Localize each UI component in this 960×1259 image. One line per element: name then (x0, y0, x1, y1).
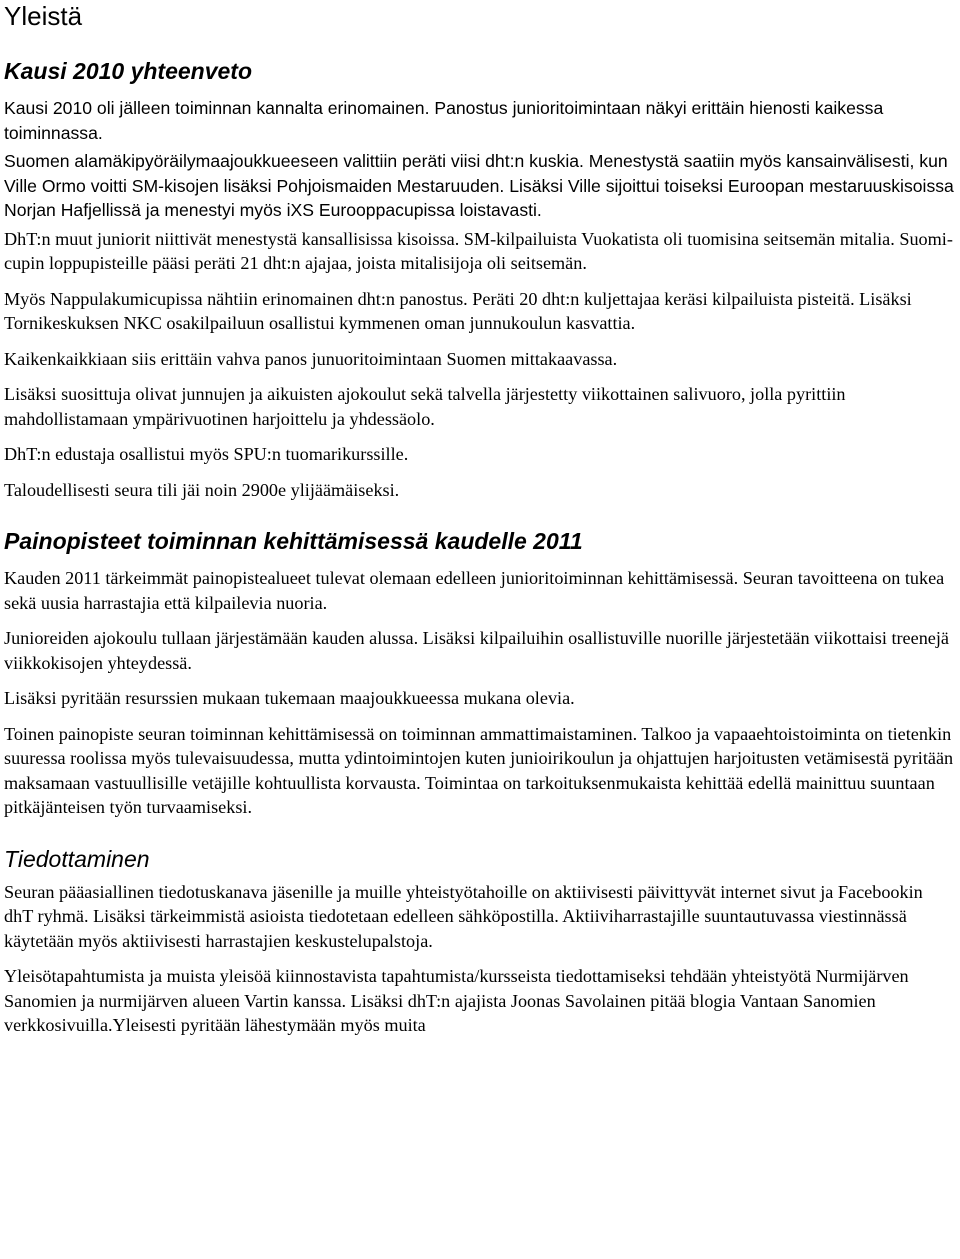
paragraph (4, 149, 956, 223)
paragraph: Lisäksi pyritään resurssien mukaan tukemaan maajoukkueessa mukana olevia. (4, 688, 575, 708)
paragraph: Yleisötapahtumista ja muista yleisöä kiinnostavista tapahtumista/kursseista tiedottamiseksi tehdään yhteistyötä Nurmijärven Sanomien ja nurmijärven alueen Vartin kanssa. Lisäksi dhT:n ajajista Joonas Savolainen pitää blogia Vantaan Sanomien verkkosivuilla.Yleisesti pyritään lähestymään myös muita (4, 966, 909, 1035)
paragraph: Taloudellisesti seura tili jäi noin 2900e ylijäämäiseksi. (4, 479, 400, 500)
paragraph: DhT:n muut juniorit niittivät menestystä kansallisissa kisoissa. SM-kilpailuista Vuokatista oli tuomisina seitsemän mitalia. Suomi-cupin loppupisteille pääsi peräti 21 dht:n ajajaa, joista mitalisijoja oli seitsemän. (4, 228, 953, 273)
paragraph: Kauden 2011 tärkeimmät painopistealueet tulevat olemaan edelleen junioritoiminnan kehittämisessä. Seuran tavoitteena on tukea sekä uusia harrastajia että kilpailevia nuoria. (4, 568, 945, 613)
paragraph: Kausi 2010 oli jälleen toiminnan kannalta erinomainen. Panostus junioritoimintaan näkyi erittäin hienosti kaikessa toiminnassa. (4, 98, 884, 143)
paragraph: Toinen painopiste seuran toiminnan kehittämisessä on toiminnan ammattimaistaminen. Talkoo ja vapaaehtoistoiminta on tietenkin suuressa roolissa myös tulevaisuudessa, mutta ydintoimintojen kuten junioirikoulun ja ohjattujen harjoitusten vetämisestä pyritään maksamaan vastuullisille vetäjille kohtuullista korvausta. Toimintaa on tarkoituksenmukaista kehittää edellä mainittuu suuntaan pitkäjänteisen työn turvaamiseksi. (4, 723, 954, 817)
paragraph: Lisäksi suosittuja olivat junnujen ja aikuisten ajokoulut sekä talvella järjestetty viikottainen salivuoro, jolla pyrittiin mahdollistamaan ympärivuotinen harjoittelu ja yhdessäolo. (4, 384, 846, 429)
paragraph-part: Suomen alamäkipyöräilymaajoukkueeseen valittiin peräti viisi dht:n kuskia. Menestystä saatiin myös kansainvälisesti, kun Ville Ormo voitti SM-kisojen lisäksi Pohjoismaiden Mestaruuden. (4, 151, 948, 196)
paragraph-part: Lisäksi Ville sijoittui toiseksi Euroopan mestaruuskisoissa Norjan Hafjellissä ja menestyi myös iXS Eurooppacupissa loistavasti. (4, 175, 954, 220)
page-title: Yleistä (4, 1, 83, 31)
section-heading-priorities-2011: Painopisteet toiminnan kehittämisessä kaudelle 2011 (4, 528, 583, 554)
paragraph: DhT:n edustaja osallistui myös SPU:n tuomarikurssille. (4, 444, 409, 464)
paragraph: Junioreiden ajokoulu tullaan järjestämään kauden alussa. Lisäksi kilpailuihin osallistuville nuorille järjestetään viikottaisi treenejä viikkokisojen yhteydessä. (4, 628, 949, 673)
paragraph: Seuran pääasiallinen tiedotuskanava jäsenille ja muille yhteistyötahoille on aktiivisesti päivittyvät internet sivut ja Facebookin dhT ryhmä. Lisäksi tärkeimmistä asioista tiedotetaan edelleen sähköpostilla. Aktiiviharrastajille suuntautuvassa viestinnässä käytetään myös aktiivisesti harrastajien keskustelupalstoja. (4, 881, 923, 951)
paragraph: Kaikenkaikkiaan siis erittäin vahva panos junuoritoimintaan Suomen mittakaavassa. (4, 348, 618, 369)
section-heading-communication: Tiedottaminen (4, 845, 150, 872)
paragraph: Myös Nappulakumicupissa nähtiin erinomainen dht:n panostus. Peräti 20 dht:n kuljettajaa keräsi kilpailuista pisteitä. Lisäksi Tornikeskuksen NKC osakilpailuun osallistui kymmenen oman junnukoulun kasvattia. (4, 288, 912, 333)
section-heading-summary-2010: Kausi 2010 yhteenveto (4, 58, 253, 84)
